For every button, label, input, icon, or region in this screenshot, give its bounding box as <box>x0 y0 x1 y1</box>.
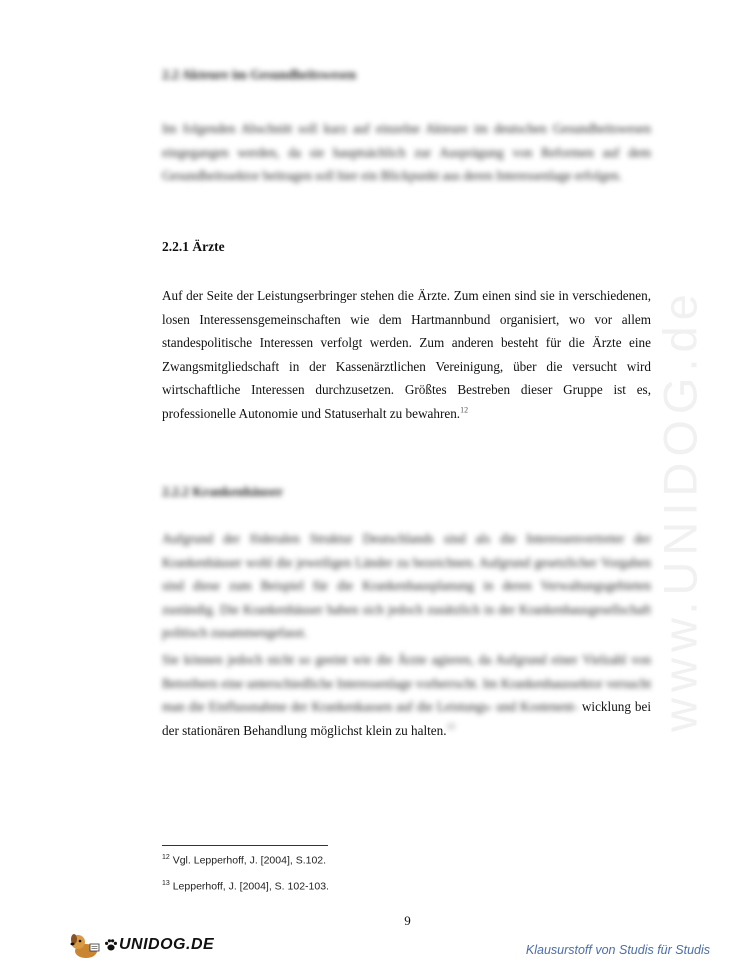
paw-icon <box>104 938 118 952</box>
footnote-ref-13: 13 <box>446 722 455 732</box>
footnote-12-number: 12 <box>162 854 170 861</box>
footnote-ref-12: 12 <box>460 405 469 415</box>
footnote-13 <box>162 880 329 893</box>
footnote-13-number: 13 <box>162 880 170 887</box>
subsection-heading-aerzte: 2.2.1 Ärzte <box>162 239 225 254</box>
page-number: 9 <box>404 913 411 928</box>
intro-paragraph: Im folgenden Abschnitt soll kurz auf einzelne Akteure im deutschen Gesundheitswesen eingegangen werden, da sie hauptsächlich zur Ausprägung von Reformen auf dem Gesundheitssektor beitragen soll hier ein Blickpunkt aus deren Interessenlage erfolgen. <box>162 121 651 184</box>
paragraph-aerzte <box>162 284 651 426</box>
paragraph-krankenhaeuser-2-end: wicklung bei der stationären Behandlung möglichst klein zu halten. <box>162 699 651 738</box>
paragraph-krankenhaeuser-2 <box>162 648 651 742</box>
paragraph-krankenhaeuser-1: Aufgrund der föderalen Struktur Deutschlands sind als die Interessenvertreter der Krankenhäuser wohl die jeweiligen Länder zu bezeichnen. Aufgrund gesetzlicher Vorgaben sind diese zum Beispiel für die Krankenhausplanung in deren Verwaltungsgebieten zuständig. Die Krankenhäuser haben sich jedoch zusätzlich in der Krankenhausgesellschaft politisch zusammengefasst. <box>162 531 651 641</box>
footnote-divider <box>162 845 328 846</box>
section-heading: 2.2 Akteure im Gesundheitswesen <box>162 67 357 82</box>
subsection-heading-krankenhaeuser: 2.2.2 Krankenhäuser <box>162 484 284 499</box>
watermark: www.UNIDOG.de <box>653 288 707 732</box>
dog-mascot-icon <box>68 930 102 960</box>
tagline: Klausurstoff von Studis für Studis <box>525 943 710 957</box>
paragraph-krankenhaeuser-2-blurred: Sie können jedoch nicht so geeint wie die Ärzte agieren, da Aufgrund einer Vielzahl von Betreibern eine unterschiedliche Interessenlage vorherrscht. Im Krankenhaussektor versucht man die Einflussnahme der Krankenkassen auf die Leistungs- und Kostenent- <box>162 652 651 715</box>
paragraph-aerzte-text: Auf der Seite der Leistungserbringer stehen die Ärzte. Zum einen sind sie in verschiedenen, losen Interessensgemeinschaften wie dem Hartmannbund organisiert, wo vor allem standespolitische Interessen verfolgt werden. Zum anderen besteht für die Ärzte eine Zwangsmitgliedschaft in der Kassenärztlichen Vereinigung, über die versucht wird wirtschaftliche Interessen durchzusetzen. Größtes Bestreben dieser Gruppe ist es, professionelle Autonomie und Statuserhalt zu bewahren. <box>162 288 651 421</box>
footnote-12 <box>162 854 326 867</box>
unidog-logo <box>68 930 214 960</box>
footnote-12-text: Vgl. Lepperhoff, J. [2004], S.102. <box>172 854 327 867</box>
footnote-13-text: Lepperhoff, J. [2004], S. 102-103. <box>172 880 329 893</box>
logo-text: UNIDOG.DE <box>119 936 215 953</box>
